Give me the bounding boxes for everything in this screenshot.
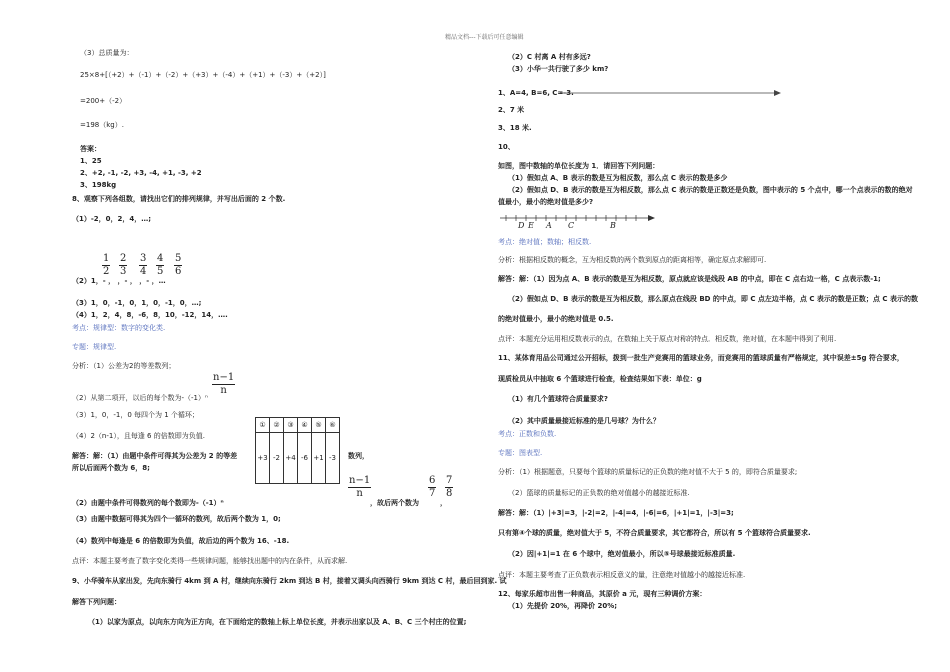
line: 25×8+[（+2）+（-1）+（-2）+（+3）+（-4）+（+1）+（-3）+（+2）] <box>80 71 326 79</box>
solution-line: 解答：解：（1）由题中条件可得其为公差为 2 的等差 <box>72 452 238 460</box>
line: （2）C 村离 A 村有多远? <box>508 53 591 61</box>
line: （1）假如点 A、B 表示的数是互为相反数，那么点 C 表示的数是多少 <box>508 174 728 182</box>
fraction: 4 5 <box>157 253 164 277</box>
topic-label: 考点：正数和负数. <box>498 430 557 438</box>
line: 现质检员从中抽取 6 个篮球进行检查，检查结果如下表：单位：g <box>498 375 702 383</box>
line: （3）1，0，-1，0，1，0，-1，0，…; <box>72 299 202 307</box>
comment-line: 点评：本题充分运用相反数表示的点，在数轴上关于原点对称的特点．相反数，绝对值，在本题中得到了利用. <box>498 335 837 343</box>
table-cell: ① <box>256 418 270 433</box>
line: （2）从第二项开，以后的每个数为-（-1）ⁿ <box>72 394 208 402</box>
line: 值最小，最小的绝对值是多少? <box>498 198 594 206</box>
line: （3）总质量为： <box>80 49 134 57</box>
line: （2）假如点 D、B 表示的数是互为相反数，那么原点在线段 BD 的中点，即 C 点左边半格，点 C 表示的数是正数；点 C 表示的数 <box>508 295 918 303</box>
line: 1、A=4, B=6, C=-3. <box>498 89 574 97</box>
line: （2）1，- ， ，- ， ，- ，… <box>72 277 166 285</box>
fraction: n−1 n <box>213 372 235 396</box>
line: （2）因|+1|=1 在 6 个球中，绝对值最小，所以⑤号球最接近标准质量. <box>508 550 736 558</box>
number-line-arrow <box>560 88 782 98</box>
line: （2）其中质量最接近标准的是几号球？为什么？ <box>508 417 660 425</box>
table-cell: -6 <box>298 433 312 484</box>
line: 数列， <box>348 452 369 460</box>
line: 3、18 米. <box>498 124 532 132</box>
solution-line: 解答：解：（1）因为点 A、B 表示的数是互为相反数，原点就应该是线段 AB 的中点，即在 C 点右边一格，C 点表示数-1; <box>498 275 881 283</box>
line: 所以后面两个数为 6，8; <box>72 464 150 472</box>
line: 解答下列问题： <box>72 598 121 606</box>
table-cell: +3 <box>256 433 270 484</box>
line: （2）由题中条件可得数列的每个数即为-（-1）ⁿ <box>72 499 224 507</box>
table-cell: ⑥ <box>326 418 340 433</box>
line: =200+（-2） <box>80 97 127 105</box>
line: （2）假如点 D、B 表示的数是互为相反数，那么点 C 表示的数是正数还是负数，图中表示的 5 个点中，哪一个点表示的数的绝对 <box>508 186 913 194</box>
line: ，故后两个数为 <box>370 499 419 507</box>
fraction: 7 8 <box>446 475 453 499</box>
analysis-line: 分析：（1）根据题意，只要每个篮球的质量标记的正负数的绝对值不大于 5 的，即符合质量要求; <box>498 468 798 476</box>
line: （4）1，2，4，8，-6，8，10，-12，14，…. <box>72 311 228 319</box>
ball-table <box>255 417 340 484</box>
line: （1）以家为原点，以向东方向为正方向，在下面给定的数轴上标上单位长度，并表示出家以及 A、B、C 三个村庄的位置; <box>88 618 467 626</box>
table-cell: +1 <box>312 433 326 484</box>
table-cell: ④ <box>298 418 312 433</box>
axis-label-d: D <box>518 221 525 230</box>
line: （1）有几个篮球符合质量要求? <box>508 395 608 403</box>
fraction: 1 2 <box>103 253 110 277</box>
fraction: 3 4 <box>140 253 147 277</box>
line: （1）-2，0，2，4，…; <box>72 215 152 223</box>
analysis-line: 分析：（1）公差为2的等差数列； <box>72 362 176 370</box>
table-cell: ⑤ <box>312 418 326 433</box>
solution-line: 解答：解：（1）|+3|=3，|-2|=2，|-4|=4，|-6|=6，|+1|=1，|-3|=3; <box>498 509 734 517</box>
axis-label-b: B <box>610 221 616 230</box>
line: 3、198kg <box>80 181 117 189</box>
analysis-line: 分析：根据相反数的概念，互为相反数的两个数到原点的距离相等，确定原点求解即可. <box>498 256 767 264</box>
fraction: 5 6 <box>175 253 182 277</box>
fraction: 6 7 <box>429 475 436 499</box>
line: （1）先提价 20%，再降价 20%; <box>508 602 618 610</box>
line: （4）数列中每逢是 6 的倍数即为负值，故后边的两个数为 16、-18. <box>72 537 290 545</box>
line: （2）篮球的质量标记的正负数的绝对值越小的越接近标准. <box>508 489 690 497</box>
question-10: 10、 <box>498 143 515 151</box>
table-cell: -3 <box>326 433 340 484</box>
table-cell: ③ <box>284 418 298 433</box>
question-8: 8、观察下列各组数，请找出它们的排列规律，并写出后面的 2 个数. <box>72 195 286 203</box>
line: （3）小华一共行驶了多少 km? <box>508 65 609 73</box>
special-label: 专题：规律型. <box>72 343 117 351</box>
line: =198（kg）. <box>80 121 124 129</box>
topic-label: 考点：绝对值；数轴；相反数. <box>498 238 592 246</box>
line: 只有第④个球的质量，绝对值大于 5，不符合质量要求，其它都符合，所以有 5 个篮球符合质量要求. <box>498 529 811 537</box>
table-cell: ② <box>270 418 284 433</box>
axis-label-a: A <box>546 221 552 230</box>
comment-line: 点评：本题主要考查了正负数表示相反意义的量，注意绝对值越小的越接近标准. <box>498 571 746 579</box>
fraction: 2 3 <box>120 253 127 277</box>
page-header: 精品文档---下载后可任意编辑 <box>445 34 524 41</box>
line: 2、7 米 <box>498 106 525 114</box>
table-cell: +4 <box>284 433 298 484</box>
line: （3）由题中数据可得其为四个一循环的数列，故后两个数为 1，0; <box>72 515 281 523</box>
line: 1、25 <box>80 157 102 165</box>
table-cell: -2 <box>270 433 284 484</box>
line: 2、+2, -1, -2, +3, -4, +1, -3, +2 <box>80 169 202 177</box>
question-11: 11、某体育用品公司通过公开招标，拨到一批生产竞赛用的篮球业务，而竞赛用的篮球质量有严格规定，其中误差±5g 符合要求， <box>498 354 904 362</box>
special-label: 专题：图表型. <box>498 449 543 457</box>
line: 的绝对值最小，最小的绝对值是 0.5. <box>498 315 614 323</box>
axis-label-e: E <box>528 221 534 230</box>
question-12: 12、每家乐超市出售一种商品，其原价 a 元，现有三种调价方案： <box>498 590 707 598</box>
question-9: 9、小华骑车从家出发，先向东骑行 4km 到 A 村，继续向东骑行 2km 到达 B 村，接着又调头向西骑行 9km 到达 C 村，最后回到家. 试 <box>72 577 507 585</box>
line: （3）1，0，-1，0 每四个为 1 个循环； <box>72 411 199 419</box>
axis-label-c: C <box>568 221 575 230</box>
line: 如图，图中数轴的单位长度为 1．请回答下列问题： <box>498 162 660 170</box>
line: ， <box>440 499 447 507</box>
fraction: n−1 n <box>349 475 371 499</box>
topic-label: 考点：规律型：数字的变化类. <box>72 324 166 332</box>
line: （4）2（n-1），且每逢 6 的倍数即为负值. <box>72 432 205 440</box>
answer-heading: 答案： <box>80 145 101 153</box>
comment-line: 点评：本题主要考查了数字变化类得一些规律问题，能够找出题中的内在条件，从而求解. <box>72 557 348 565</box>
